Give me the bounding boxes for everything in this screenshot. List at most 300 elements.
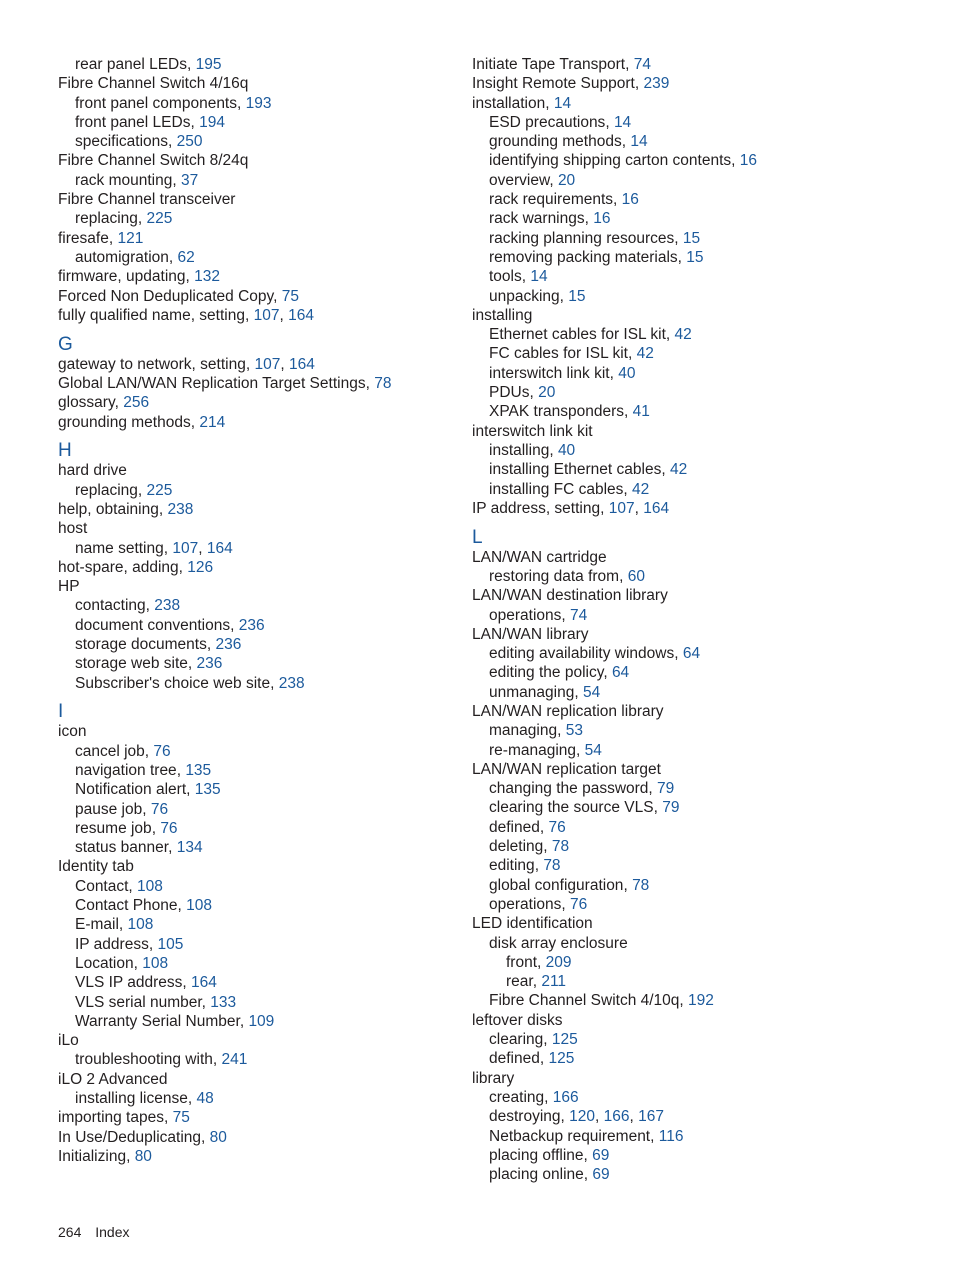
index-entry: XPAK transponders, 41: [489, 403, 650, 421]
page-reference-link[interactable]: 135: [185, 762, 212, 779]
index-entry: Initializing, 80: [58, 1147, 152, 1165]
index-entry: [58, 577, 468, 596]
page-reference-link[interactable]: 239: [643, 75, 670, 93]
index-term: rack mounting: [75, 171, 173, 189]
index-entry: importing tapes, 75: [58, 1109, 190, 1127]
page-reference-link[interactable]: 40: [557, 441, 576, 459]
index-term: navigation tree: [75, 762, 177, 779]
index-term: LED identification: [472, 915, 593, 933]
index-term: Fibre Channel transceiver: [58, 191, 236, 209]
index-term: disk array enclosure: [489, 934, 628, 952]
page-reference-link[interactable]: 14: [613, 113, 632, 131]
page-reference-link[interactable]: 78: [632, 876, 650, 894]
index-section-heading: H: [58, 440, 72, 462]
index-entry: [58, 722, 468, 741]
index-term: LAN/WAN replication library: [472, 703, 664, 720]
page-reference-link[interactable]: 42: [674, 326, 692, 344]
index-entry: clearing the source VLS, 79: [489, 799, 680, 817]
index-term: editing the policy: [489, 664, 604, 682]
page-reference-link[interactable]: 164: [643, 499, 670, 517]
index-entry: cancel job, 76: [75, 742, 171, 760]
page-reference-link[interactable]: 238: [154, 597, 181, 615]
page-reference-link[interactable]: 135: [194, 781, 221, 799]
index-entry: VLS IP address, 164: [75, 974, 217, 992]
index-entry: front panel LEDs, 194: [75, 113, 225, 131]
index-column-left: [58, 55, 468, 1166]
index-term: VLS IP address: [75, 974, 183, 992]
index-term: Netbackup requirement: [489, 1127, 651, 1145]
index-term: ESD precautions: [489, 113, 606, 131]
index-entry: Contact Phone, 108: [75, 897, 213, 915]
index-entry: [472, 1011, 882, 1030]
index-term: E-mail: [75, 916, 119, 934]
page-reference-link[interactable]: 195: [195, 56, 222, 73]
index-term: racking planning resources: [489, 229, 675, 247]
index-term: front: [506, 953, 538, 971]
index-term: rack requirements: [489, 191, 614, 209]
page-reference-link[interactable]: 42: [636, 345, 654, 363]
index-entry: VLS serial number, 133: [75, 993, 237, 1011]
page-reference-link[interactable]: 236: [196, 655, 223, 673]
index-entry: [472, 586, 882, 605]
index-entry: In Use/Deduplicating, 80: [58, 1128, 227, 1146]
index-entry: [472, 306, 882, 325]
page-reference-link[interactable]: 108: [127, 916, 154, 934]
index-term: replacing: [75, 481, 138, 499]
page-reference-link[interactable]: 80: [209, 1128, 227, 1146]
index-entry: rear, 211: [506, 973, 567, 991]
index-term: document conventions: [75, 616, 231, 634]
page-reference-link[interactable]: 20: [538, 384, 556, 402]
index-entry: editing the policy, 64: [489, 664, 630, 682]
page-reference-link[interactable]: 107: [253, 306, 280, 324]
index-entry: placing online, 69: [489, 1166, 610, 1184]
index-term: restoring data from: [489, 567, 620, 585]
page-reference-link[interactable]: 193: [245, 94, 272, 112]
index-term: leftover disks: [472, 1011, 563, 1029]
index-entry: installing Ethernet cables, 42: [489, 461, 688, 479]
index-entry: rack warnings, 16: [489, 210, 611, 228]
index-entry: Initiate Tape Transport, 74: [472, 56, 651, 73]
index-term: fully qualified name, setting: [58, 306, 245, 324]
index-entry: specifications, 250: [75, 133, 203, 151]
index-term: gateway to network, setting: [58, 355, 246, 373]
index-entry: unmanaging, 54: [489, 683, 601, 701]
index-term: Identity tab: [58, 858, 134, 876]
index-term: icon: [58, 723, 87, 741]
index-entry: [472, 760, 882, 779]
index-entry: contacting, 238: [75, 597, 181, 615]
index-term: IP address: [75, 935, 149, 953]
index-term: destroying: [489, 1108, 561, 1126]
page-reference-link[interactable]: 126: [187, 558, 214, 576]
index-term: FC cables for ISL kit: [489, 345, 628, 363]
index-entry: [58, 519, 468, 538]
index-entry: removing packing materials, 15: [489, 248, 704, 266]
index-term: installing license: [75, 1090, 188, 1108]
page-reference-link[interactable]: 54: [584, 741, 602, 759]
page-reference-link[interactable]: 62: [177, 248, 195, 266]
page-reference-link[interactable]: 109: [248, 1012, 275, 1030]
index-entry: editing, 78: [489, 857, 561, 875]
index-entry: editing availability windows, 64: [489, 645, 701, 663]
index-term: Initializing: [58, 1147, 127, 1165]
page-reference-link[interactable]: 107: [172, 539, 199, 557]
index-term: hard drive: [58, 462, 127, 480]
index-entry: fully qualified name, setting, 107, 164: [58, 306, 314, 324]
index-term: Fibre Channel Switch 8/24q: [58, 152, 249, 170]
page-reference-link[interactable]: 69: [592, 1166, 610, 1184]
page-reference-link[interactable]: 42: [632, 480, 650, 498]
index-term: Fibre Channel Switch 4/10q: [489, 992, 680, 1010]
index-entry: firmware, updating, 132: [58, 268, 221, 286]
page-reference-link[interactable]: 78: [543, 857, 561, 875]
page-reference-link[interactable]: 78: [551, 838, 570, 856]
index-entry: restoring data from, 60: [489, 567, 645, 585]
index-term: operations: [489, 895, 562, 913]
page-reference-link[interactable]: 37: [180, 171, 199, 189]
page-reference-link[interactable]: 116: [658, 1127, 684, 1145]
page-reference-link[interactable]: 236: [215, 636, 242, 654]
index-entry: document conventions, 236: [75, 616, 265, 634]
index-term: unpacking: [489, 287, 560, 305]
page-reference-link[interactable]: 125: [551, 1031, 578, 1049]
page-reference-link[interactable]: 79: [657, 780, 675, 798]
page-reference-link[interactable]: 209: [545, 953, 572, 971]
index-entry: installing license, 48: [75, 1090, 214, 1108]
page-reference-link[interactable]: 53: [565, 722, 583, 740]
index-entry: help, obtaining, 238: [58, 500, 194, 518]
index-entry: tools, 14: [489, 268, 548, 286]
footer-page-number: 264: [58, 1224, 82, 1240]
index-entry: clearing, 125: [489, 1031, 578, 1049]
index-term: identifying shipping carton contents: [489, 152, 732, 170]
index-entry: pause job, 76: [75, 800, 169, 818]
page-reference-link[interactable]: 166: [552, 1088, 579, 1106]
index-term: Contact Phone: [75, 897, 178, 915]
index-entry: [58, 461, 468, 480]
index-term: status banner: [75, 839, 169, 857]
page-reference-link[interactable]: 164: [191, 974, 217, 992]
page-reference-link[interactable]: 20: [557, 171, 576, 189]
index-term: iLo: [58, 1032, 79, 1050]
index-entry: Location, 108: [75, 954, 169, 972]
index-term: front panel LEDs: [75, 113, 191, 131]
page-reference-link[interactable]: 120: [569, 1108, 596, 1126]
page-reference-link[interactable]: 54: [582, 683, 601, 701]
index-entry: Subscriber's choice web site, 238: [75, 674, 305, 692]
page-reference-link[interactable]: 74: [570, 606, 588, 624]
index-term: PDUs: [489, 384, 530, 402]
index-entry: Contact, 108: [75, 877, 163, 895]
index-entry: storage documents, 236: [75, 636, 242, 654]
page-reference-link[interactable]: 78: [374, 374, 392, 392]
index-term: Contact: [75, 877, 129, 895]
index-entry: Fibre Channel Switch 4/10q, 192: [489, 992, 714, 1010]
index-term: LAN/WAN library: [472, 625, 589, 643]
page-reference-link[interactable]: 64: [611, 664, 630, 682]
index-term: operations: [489, 606, 562, 624]
index-entry: [472, 625, 882, 644]
page-reference-link[interactable]: 16: [739, 152, 758, 170]
index-section-heading: L: [472, 526, 483, 548]
page-reference-link[interactable]: 167: [638, 1108, 665, 1126]
index-entry: Netbackup requirement, 116: [489, 1127, 684, 1145]
index-term: cancel job: [75, 742, 145, 760]
index-term: In Use/Deduplicating: [58, 1128, 202, 1146]
index-term: troubleshooting with: [75, 1051, 213, 1069]
index-term: placing offline: [489, 1146, 584, 1164]
index-entry: front panel components, 193: [75, 94, 272, 112]
page-reference-link[interactable]: 76: [150, 800, 169, 818]
index-term: editing availability windows: [489, 645, 675, 663]
index-entry: placing offline, 69: [489, 1146, 610, 1164]
index-entry: rack mounting, 37: [75, 171, 199, 189]
index-term: defined: [489, 818, 540, 836]
index-entry: Ethernet cables for ISL kit, 42: [489, 326, 692, 344]
index-term: library: [472, 1069, 515, 1087]
index-term: managing: [489, 722, 558, 740]
page-footer: [58, 1223, 130, 1241]
index-entry: [472, 548, 882, 567]
page-reference-link[interactable]: 134: [176, 839, 203, 857]
page-reference-link[interactable]: 238: [278, 674, 305, 692]
index-term: installation: [472, 94, 546, 112]
index-term: XPAK transponders: [489, 403, 624, 421]
page-reference-link[interactable]: 14: [630, 133, 648, 151]
page-reference-link[interactable]: 14: [530, 268, 548, 286]
index-entry: IP address, setting, 107, 164: [472, 499, 670, 517]
index-entry: overview, 20: [489, 171, 576, 189]
index-term: firesafe: [58, 229, 109, 247]
page-reference-link[interactable]: 214: [199, 413, 226, 431]
index-term: front panel components: [75, 94, 237, 112]
index-entry: automigration, 62: [75, 248, 195, 266]
index-term: HP: [58, 578, 80, 596]
index-entry: gateway to network, setting, 107, 164: [58, 355, 315, 373]
page-reference-link[interactable]: 15: [568, 287, 586, 305]
page-reference-link[interactable]: 133: [210, 993, 237, 1011]
index-entry: PDUs, 20: [489, 384, 556, 402]
page-reference-link[interactable]: 42: [669, 461, 688, 479]
page-reference-link[interactable]: 41: [632, 403, 650, 421]
page-reference-link[interactable]: 76: [160, 819, 178, 837]
index-entry: Insight Remote Support, 239: [472, 75, 670, 93]
index-entry: Global LAN/WAN Replication Target Settings, 78: [58, 374, 392, 392]
index-entry: [58, 74, 468, 93]
page-reference-link[interactable]: 225: [146, 210, 173, 228]
page-reference-link[interactable]: 76: [570, 895, 588, 913]
page-reference-link[interactable]: 241: [221, 1051, 248, 1069]
page-reference-link[interactable]: 40: [618, 364, 636, 382]
page-reference-link[interactable]: 211: [541, 973, 567, 991]
index-term: iLO 2 Advanced: [58, 1070, 168, 1088]
index-entry: firesafe, 121: [58, 229, 144, 247]
index-entry: navigation tree, 135: [75, 762, 212, 779]
index-entry: global configuration, 78: [489, 876, 650, 894]
index-term: rear panel LEDs: [75, 56, 188, 73]
index-entry: racking planning resources, 15: [489, 229, 701, 247]
page-reference-link[interactable]: 125: [548, 1050, 575, 1068]
page-reference-link[interactable]: 48: [196, 1090, 214, 1108]
index-term: clearing: [489, 1031, 544, 1049]
page-reference-link[interactable]: 107: [254, 355, 281, 373]
index-entry: rear panel LEDs, 195: [75, 56, 222, 73]
index-entry: installing FC cables, 42: [489, 480, 650, 498]
index-entry: deleting, 78: [489, 838, 570, 856]
page-reference-link[interactable]: 79: [662, 799, 680, 817]
index-term: host: [58, 520, 88, 538]
index-entry: defined, 125: [489, 1050, 575, 1068]
page-reference-link[interactable]: 16: [621, 191, 639, 209]
index-term: unmanaging: [489, 683, 575, 701]
index-term: Subscriber's choice web site: [75, 674, 271, 692]
page-reference-link[interactable]: 75: [172, 1109, 190, 1127]
page-reference-link[interactable]: 132: [194, 268, 221, 286]
page-reference-link[interactable]: 80: [134, 1147, 152, 1165]
index-entry: [58, 151, 468, 170]
index-term: IP address, setting: [472, 499, 601, 517]
index-entry: operations, 74: [489, 606, 588, 624]
page-reference-link[interactable]: 60: [627, 567, 645, 585]
index-entry: [472, 702, 882, 721]
index-term: Initiate Tape Transport: [472, 56, 626, 73]
index-section-heading: G: [58, 333, 73, 355]
index-entry: resume job, 76: [75, 819, 178, 837]
index-entry: [472, 422, 882, 441]
index-term: placing online: [489, 1166, 584, 1184]
index-term: changing the password: [489, 780, 649, 798]
index-term: clearing the source VLS: [489, 799, 654, 817]
index-entry: FC cables for ISL kit, 42: [489, 345, 654, 363]
index-term: VLS serial number: [75, 993, 202, 1011]
index-term: global configuration: [489, 876, 624, 894]
index-term: Global LAN/WAN Replication Target Settings: [58, 374, 366, 392]
page-reference-link[interactable]: 166: [603, 1108, 630, 1126]
index-entry: defined, 76: [489, 818, 566, 836]
page-reference-link[interactable]: 74: [633, 56, 651, 73]
index-term: interswitch link kit: [489, 364, 610, 382]
index-entry: [472, 934, 882, 953]
index-term: pause job: [75, 800, 143, 818]
index-section-heading: I: [58, 701, 64, 723]
page-reference-link[interactable]: 76: [548, 818, 566, 836]
page-reference-link[interactable]: 108: [137, 877, 163, 895]
page-reference-link[interactable]: 75: [281, 287, 299, 305]
page-reference-link[interactable]: 108: [186, 897, 213, 915]
page-reference-link[interactable]: 192: [688, 992, 714, 1010]
index-entry: installing, 40: [489, 441, 576, 459]
page-reference-link[interactable]: 64: [682, 645, 701, 663]
index-entry: [472, 914, 882, 933]
index-term: Ethernet cables for ISL kit: [489, 326, 666, 344]
page-reference-link[interactable]: 225: [146, 481, 173, 499]
index-term: hot-spare, adding: [58, 558, 179, 576]
index-entry: [58, 857, 468, 876]
index-term: tools: [489, 268, 522, 286]
index-term: storage web site: [75, 655, 188, 673]
index-term: LAN/WAN destination library: [472, 587, 668, 605]
page-reference-link[interactable]: 164: [206, 539, 233, 557]
index-term: help, obtaining: [58, 500, 159, 518]
index-entry: E-mail, 108: [75, 916, 154, 934]
index-entry: front, 209: [506, 953, 572, 971]
index-term: interswitch link kit: [472, 422, 593, 440]
index-entry: IP address, 105: [75, 935, 184, 953]
index-term: Fibre Channel Switch 4/16q: [58, 75, 249, 93]
index-entry: [58, 1031, 468, 1050]
page-reference-link[interactable]: 69: [592, 1146, 610, 1164]
page-reference-link[interactable]: 238: [167, 500, 194, 518]
index-term: Forced Non Deduplicated Copy: [58, 287, 274, 305]
page-reference-link[interactable]: 194: [199, 113, 225, 131]
index-entry: changing the password, 79: [489, 780, 675, 798]
page-reference-link[interactable]: 164: [288, 355, 315, 373]
index-term: grounding methods: [58, 413, 191, 431]
index-entry: storage web site, 236: [75, 655, 223, 673]
index-term: overview: [489, 171, 550, 189]
page-reference-link[interactable]: 236: [238, 616, 265, 634]
index-entry: unpacking, 15: [489, 287, 586, 305]
index-entry: identifying shipping carton contents, 16: [489, 152, 758, 170]
page-reference-link[interactable]: 14: [553, 94, 572, 112]
index-term: Warranty Serial Number: [75, 1012, 240, 1030]
page-reference-link[interactable]: 15: [682, 229, 701, 247]
page-reference-link[interactable]: 121: [117, 229, 144, 247]
index-entry: rack requirements, 16: [489, 191, 639, 209]
page-reference-link[interactable]: 16: [593, 210, 611, 228]
index-entry: interswitch link kit, 40: [489, 364, 636, 382]
index-entry: creating, 166: [489, 1088, 579, 1106]
index-term: firmware, updating: [58, 268, 186, 286]
index-term: deleting: [489, 838, 544, 856]
index-term: rear: [506, 973, 533, 991]
index-term: Notification alert: [75, 781, 187, 799]
index-entry: Warranty Serial Number, 109: [75, 1012, 275, 1030]
index-entry: installation, 14: [472, 94, 572, 112]
index-entry: managing, 53: [489, 722, 583, 740]
page-reference-link[interactable]: 76: [153, 742, 171, 760]
page-reference-link[interactable]: 164: [288, 306, 314, 324]
index-entry: grounding methods, 214: [58, 413, 226, 431]
index-term: name setting: [75, 539, 164, 557]
index-term: LAN/WAN replication target: [472, 760, 661, 778]
index-entry: Forced Non Deduplicated Copy, 75: [58, 287, 299, 305]
index-entry: Notification alert, 135: [75, 781, 221, 799]
index-entry: replacing, 225: [75, 481, 173, 499]
index-entry: replacing, 225: [75, 210, 173, 228]
page-reference-link[interactable]: 107: [608, 499, 635, 517]
footer-section-title: Index: [95, 1224, 130, 1240]
page-reference-link[interactable]: 250: [176, 133, 203, 151]
index-entry: grounding methods, 14: [489, 133, 648, 151]
page-reference-link[interactable]: 108: [142, 954, 169, 972]
index-term: Insight Remote Support: [472, 75, 635, 93]
index-term: automigration: [75, 248, 169, 266]
index-entry: ESD precautions, 14: [489, 113, 632, 131]
index-entry: [472, 1069, 882, 1088]
index-entry: troubleshooting with, 241: [75, 1051, 248, 1069]
index-term: editing: [489, 857, 535, 875]
page-reference-link[interactable]: 105: [157, 935, 184, 953]
page-reference-link[interactable]: 256: [123, 394, 150, 412]
index-term: defined: [489, 1050, 540, 1068]
index-term: installing: [489, 441, 550, 459]
page-reference-link[interactable]: 15: [686, 248, 704, 266]
index-term: importing tapes: [58, 1109, 164, 1127]
index-entry: status banner, 134: [75, 839, 203, 857]
index-term: installing FC cables: [489, 480, 624, 498]
